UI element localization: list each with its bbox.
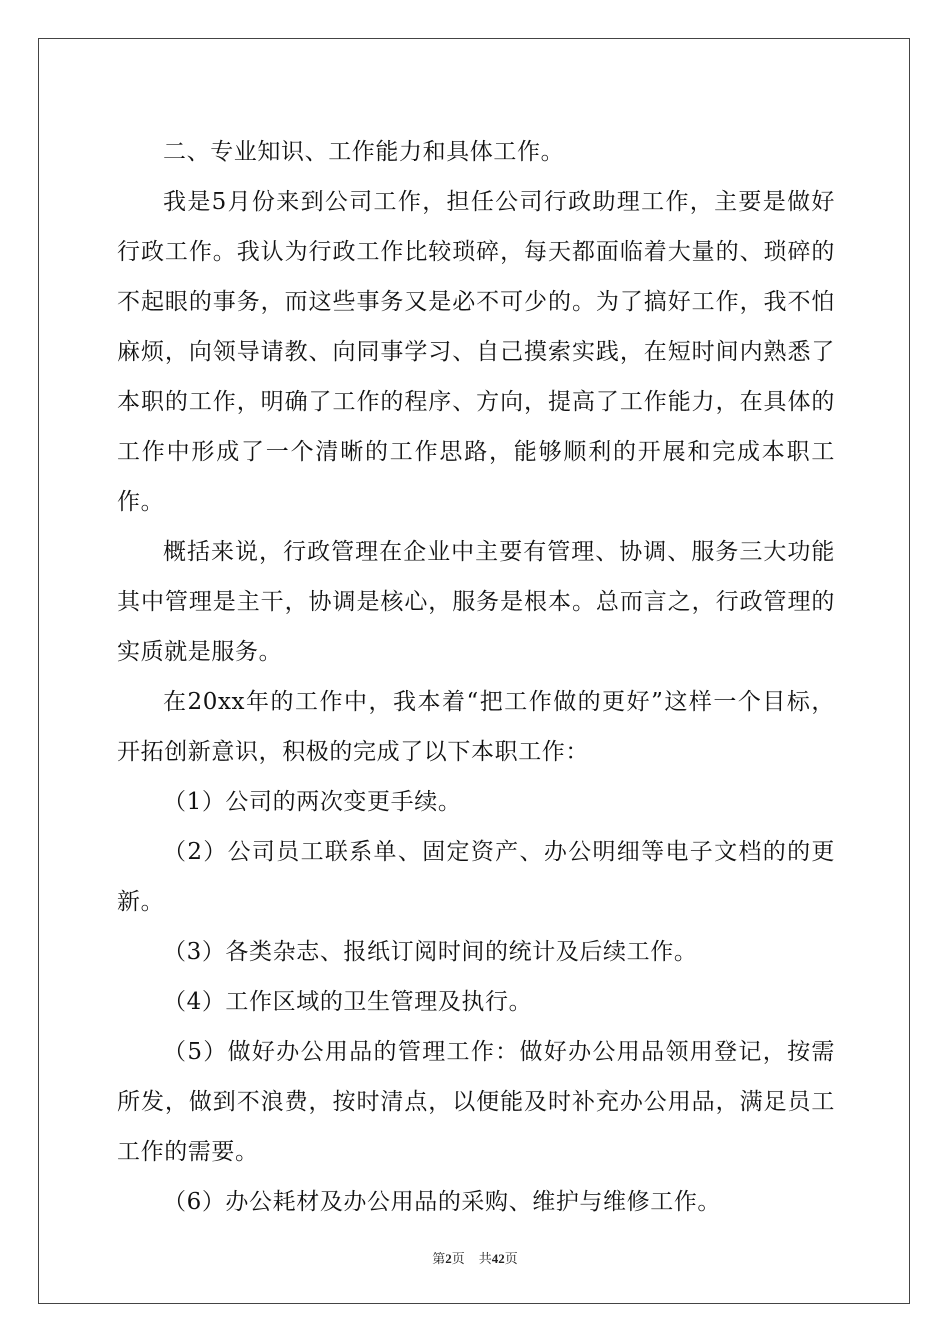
list-item: （4）工作区域的卫生管理及执行。 <box>163 989 533 1015</box>
page-prefix: 第 <box>432 1251 446 1266</box>
paragraph: 概括来说，行政管理在企业中主要有管理、协调、服务三大功能其中管理是主干，协调是核心，服务是根本。总而言之，行政管理的实质就是服务。 <box>117 539 835 665</box>
paragraph: 在20xx年的工作中，我本着“把工作做的更好”这样一个目标，开拓创新意识，积极的完成了以下本职工作： <box>117 689 835 765</box>
page-footer <box>0 1248 950 1267</box>
list-item: （6）办公耗材及办公用品的采购、维护与维修工作。 <box>163 1189 722 1215</box>
list-item: （2）公司员工联系单、固定资产、办公明细等电子文档的的更新。 <box>117 839 835 915</box>
total-prefix: 共 <box>478 1251 492 1266</box>
total-suffix: 页 <box>504 1251 518 1266</box>
section-heading: 二、专业知识、工作能力和具体工作。 <box>163 139 565 165</box>
list-item: （5）做好办公用品的管理工作：做好办公用品领用登记，按需所发，做到不浪费，按时清点，以便能及时补充办公用品，满足员工工作的需要。 <box>117 1039 835 1165</box>
paragraph: 我是5月份来到公司工作，担任公司行政助理工作，主要是做好行政工作。我认为行政工作比较琐碎，每天都面临着大量的、琐碎的不起眼的事务，而这些事务又是必不可少的。为了搞好工作，我不怕麻烦，向领导请教、向同事学习、自己摸索实践，在短时间内熟悉了本职的工作，明确了工作的程序、方向，提高了工作能力，在具体的工作中形成了一个清晰的工作思路，能够顺利的开展和完成本职工作。 <box>117 189 835 515</box>
list-item: （1）公司的两次变更手续。 <box>163 789 462 815</box>
total-pages: 42 <box>491 1251 505 1266</box>
document-body <box>117 127 835 1227</box>
list-item: （3）各类杂志、报纸订阅时间的统计及后续工作。 <box>163 939 698 965</box>
page-suffix: 页 <box>451 1251 465 1266</box>
page-number: 2 <box>445 1251 452 1266</box>
